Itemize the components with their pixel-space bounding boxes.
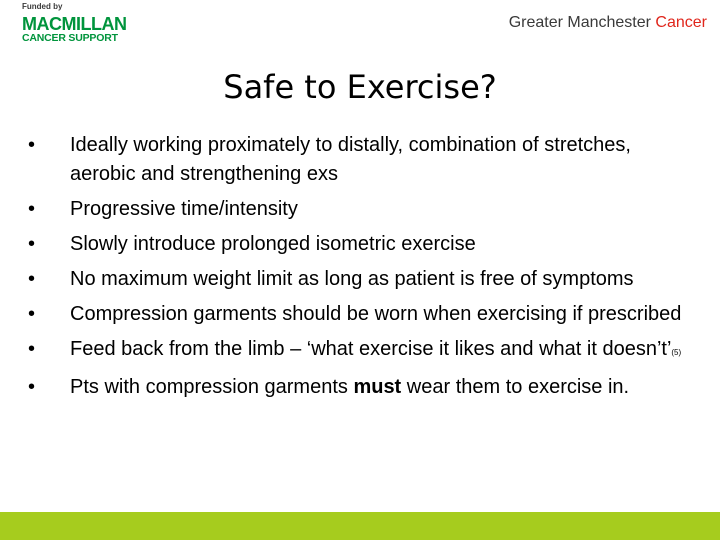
bullet-text: wear them to exercise in. [401, 376, 630, 398]
bullet-marker: • [28, 268, 36, 290]
bullet-marker: • [28, 376, 36, 398]
macmillan-wordmark: MACMILLAN [22, 14, 127, 34]
list-item [28, 373, 688, 402]
bullet-text: Feed back from the limb – ‘what exercise it likes and what it doesn’t’ [70, 338, 672, 360]
funded-by-label: Funded by [22, 2, 63, 11]
org-name-prefix: Greater Manchester [508, 14, 651, 31]
list-item [28, 300, 688, 329]
cancer-support-wordmark: CANCER SUPPORT [22, 32, 118, 44]
list-item [28, 195, 688, 224]
bullet-text: Progressive time/intensity [70, 198, 298, 220]
footer-bar [0, 512, 720, 540]
bullet-marker: • [28, 134, 36, 156]
bullet-text: Compression garments should be worn when exercising if prescribed [70, 303, 682, 325]
bullet-marker: • [28, 198, 36, 220]
emphasis-text: must [353, 376, 402, 398]
bullet-text: Slowly introduce prolonged isometric exercise [70, 233, 476, 255]
list-item [28, 230, 688, 259]
org-name-accent: Cancer [655, 14, 707, 31]
bullet-marker: • [28, 338, 36, 360]
slide-title [0, 68, 720, 106]
list-item [28, 131, 688, 189]
organisation-header [509, 14, 707, 32]
bullet-text: Ideally working proximately to distally, combination of stretches, aerobic and strengthening exs [70, 134, 631, 185]
slide-title-text: Safe to Exercise? [223, 68, 497, 106]
bullet-list [28, 131, 688, 408]
list-item [28, 335, 688, 367]
bullet-text: Pts with compression garments [70, 376, 354, 398]
bullet-text: No maximum weight limit as long as patient is free of symptoms [70, 268, 634, 290]
macmillan-logo [22, 2, 142, 46]
bullet-marker: • [28, 233, 36, 255]
bullet-marker: • [28, 303, 36, 325]
citation: (5) [671, 348, 682, 357]
list-item [28, 265, 688, 294]
